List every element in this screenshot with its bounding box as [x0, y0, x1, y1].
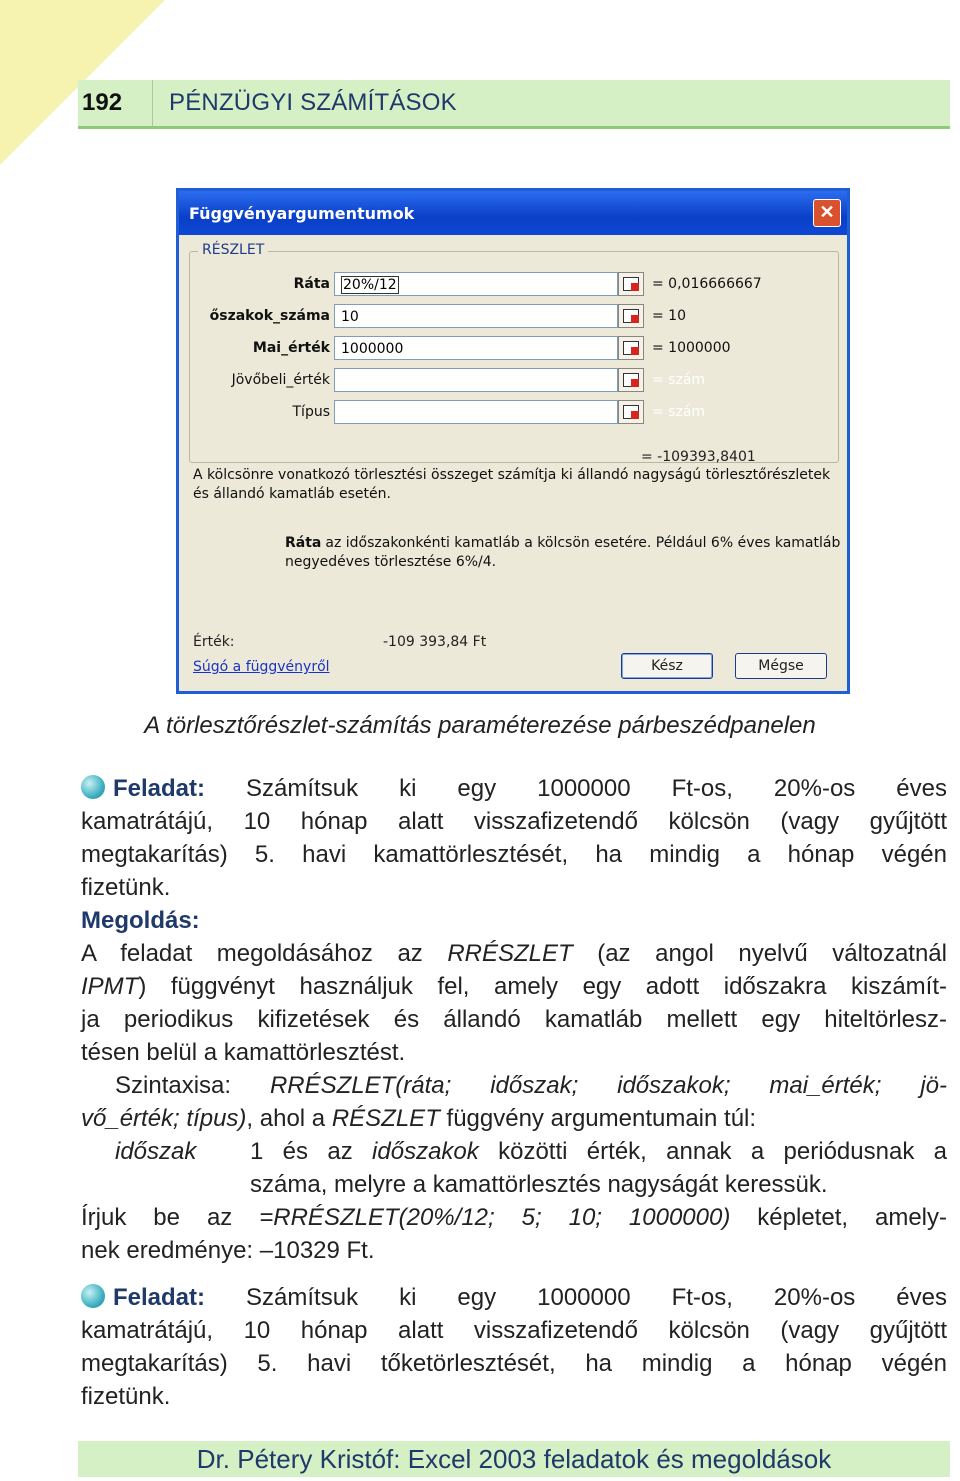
task1-line2: kamatrátájú, 10 hónap alatt visszafizetendő kölcsön (vagy gyűjtött	[81, 808, 947, 835]
cancel-button[interactable]: Mégse	[735, 653, 827, 679]
collapse-dialog-icon[interactable]	[618, 272, 644, 296]
function-help-link[interactable]: Súgó a függvényről	[193, 659, 330, 675]
arg-result: = szám	[652, 404, 706, 420]
argument-help-name: Ráta	[285, 535, 322, 551]
collapse-dialog-icon[interactable]	[618, 368, 644, 392]
figure-caption: A törlesztőrészlet-számítás paraméterezése párbeszédpanelen	[144, 712, 816, 739]
solution-label	[81, 904, 947, 937]
term-def-line1	[250, 1135, 947, 1168]
task2-label: Feladat:	[113, 1284, 206, 1311]
argument-help-text: az időszakonkénti kamatláb a kölcsön esetére. Például 6% éves kamatláb negyedéves törlesztése 6%/4.	[285, 535, 841, 570]
arg-result: = szám	[652, 372, 706, 388]
function-name-label: RÉSZLET	[198, 242, 268, 258]
task1-line1	[81, 772, 947, 805]
formula: =RRÉSZLET(20%/12; 5; 10; 1000000)	[259, 1204, 731, 1231]
text: , ahol a	[246, 1105, 332, 1132]
value-label: Érték:	[193, 634, 235, 650]
syntax-line2	[81, 1102, 947, 1135]
jovobeli-ertek-input[interactable]	[334, 368, 618, 392]
task2-line2: kamatrátájú, 10 hónap alatt visszafizetendő kölcsön (vagy gyűjtött	[81, 1317, 947, 1344]
value-display: -109 393,84 Ft	[383, 634, 487, 650]
text: Írjuk be az	[81, 1204, 260, 1231]
arg-row-idoszakok	[190, 304, 838, 330]
function-arguments-dialog	[176, 188, 850, 694]
argument-help	[285, 534, 845, 572]
collapse-dialog-icon[interactable]	[618, 304, 644, 328]
solution-p1	[81, 937, 947, 970]
dialog-titlebar	[179, 191, 847, 235]
arg-row-jovobeli-ertek	[190, 368, 838, 394]
text: ) függvényt használjuk fel, amely egy adott időszakra kiszámít-	[138, 973, 947, 1000]
write-line2: nek eredménye: –10329 Ft.	[81, 1237, 375, 1264]
ok-button[interactable]: Kész	[621, 653, 713, 679]
task1-line3: megtakarítás) 5. havi kamattörlesztését, ha mindig a hónap végén	[81, 841, 947, 868]
idoszakok-input[interactable]: 10	[334, 304, 618, 328]
rata-input[interactable]	[334, 272, 618, 296]
page-header	[78, 80, 950, 129]
collapse-dialog-icon[interactable]	[618, 400, 644, 424]
syntax: RRÉSZLET(ráta; időszak; időszakok; mai_érték; jö-	[269, 1072, 947, 1099]
syntax-line1	[115, 1069, 947, 1102]
task2-text: Számítsuk ki egy 1000000 Ft-os, 20%-os éves	[246, 1284, 947, 1311]
arg-result: = 0,016666667	[652, 276, 762, 292]
text: 1 és az	[250, 1138, 373, 1165]
text: Szintaxisa:	[115, 1072, 270, 1099]
term-def-line2: száma, melyre a kamattörlesztés nagyságát keressük.	[250, 1171, 828, 1198]
term	[115, 1135, 250, 1168]
arg-result: = 1000000	[652, 340, 731, 356]
page-footer: Dr. Pétery Kristóf: Excel 2003 feladatok és megoldások	[78, 1441, 950, 1477]
arguments-group	[189, 242, 839, 463]
bullet-icon	[81, 775, 105, 799]
arg-row-mai-ertek	[190, 336, 838, 362]
text: (az angol nyelvű változatnál	[572, 940, 947, 967]
arg-row-rata	[190, 272, 838, 298]
dialog-title: Függvényargumentumok	[189, 203, 415, 223]
write-line1	[81, 1201, 947, 1234]
arg-result: = 10	[652, 308, 686, 324]
rata-input-value: 20%/12	[343, 277, 397, 293]
function-name: RRÉSZLET	[447, 940, 573, 967]
solution-p2	[81, 970, 947, 1003]
arg-label: Mai_érték	[252, 340, 330, 356]
tipus-input[interactable]	[334, 400, 618, 424]
arg-label: Típus	[292, 404, 330, 420]
close-icon[interactable]: ✕	[813, 199, 841, 227]
task2-line1	[81, 1281, 947, 1314]
task2-line3: megtakarítás) 5. havi tőketörlesztését, ha mindig a hónap végén	[81, 1350, 947, 1377]
text: A feladat megoldásához az	[81, 940, 448, 967]
solution-heading: Megoldás:	[81, 907, 200, 934]
function-name: IPMT	[81, 973, 139, 1000]
page-number: 192	[78, 80, 153, 126]
chapter-title: PÉNZÜGYI SZÁMÍTÁSOK	[169, 89, 457, 116]
solution-p4: tésen belül a kamattörlesztést.	[81, 1039, 406, 1066]
collapse-dialog-icon[interactable]	[618, 336, 644, 360]
mai-ertek-input[interactable]: 1000000	[334, 336, 618, 360]
task1-text: Számítsuk ki egy 1000000 Ft-os, 20%-os éves	[246, 775, 947, 802]
text: képletet, amely-	[730, 1204, 947, 1231]
syntax: vő_érték; típus)	[81, 1105, 247, 1132]
task2-line4: fizetünk.	[81, 1383, 171, 1410]
task1-line4: fizetünk.	[81, 874, 171, 901]
function-name: RÉSZLET	[331, 1105, 440, 1132]
task1-label: Feladat:	[113, 775, 206, 802]
text: közötti érték, annak a periódusnak a	[478, 1138, 947, 1165]
formula-result: = -109393,8401	[641, 449, 756, 465]
solution-p3: ja periodikus kifizetések és állandó kamatláb mellett egy hiteltörlesz-	[81, 1006, 947, 1033]
bullet-icon	[81, 1284, 105, 1308]
text: függvény argumentumain túl:	[439, 1105, 757, 1132]
function-description: A kölcsönre vonatkozó törlesztési összeget számítja ki állandó nagyságú törlesztőrészletek és állandó kamatláb esetén.	[193, 467, 831, 502]
term-name: időszak	[115, 1138, 197, 1165]
arg-label: Ráta	[293, 276, 330, 292]
text-italic: időszakok	[372, 1138, 479, 1165]
arg-label: őszakok_száma	[209, 308, 330, 324]
arg-row-tipus	[190, 400, 838, 426]
arg-label: Jövőbeli_érték	[231, 372, 330, 388]
